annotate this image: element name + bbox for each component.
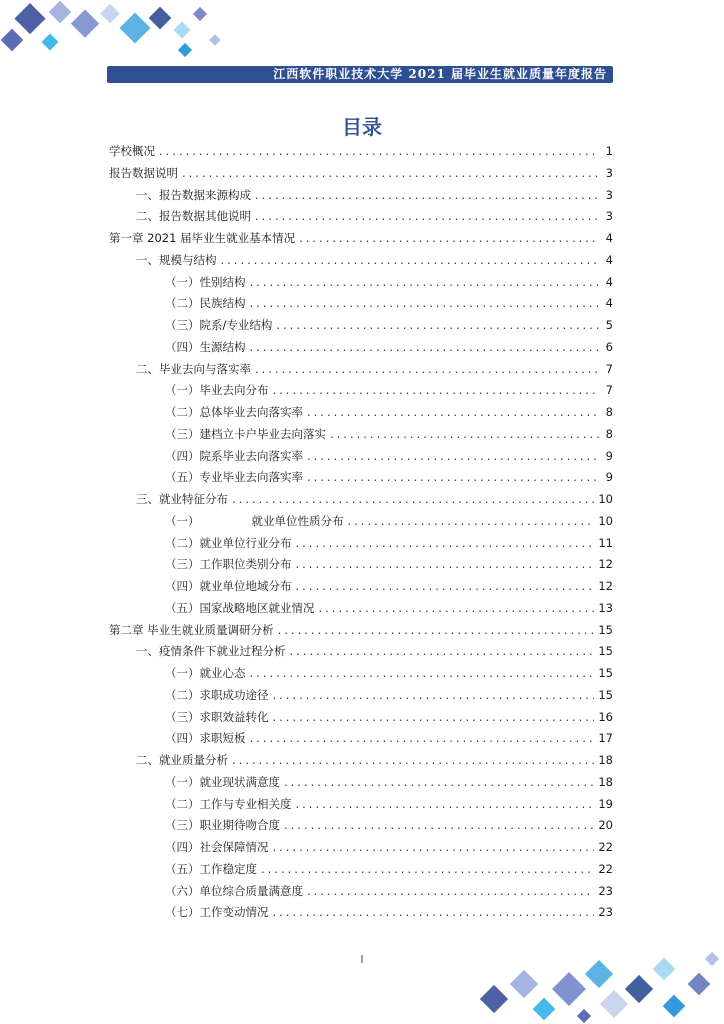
toc-entry[interactable] (109, 796, 613, 818)
toc-leader-dots (255, 362, 599, 376)
toc-entry-label: （四）就业单位地域分布 (165, 579, 292, 593)
toc-entry-label: （一）就业心态 (165, 666, 246, 680)
toc-entry-page: 6 (605, 339, 613, 354)
toc-entry-label: 第二章 毕业生就业质量调研分析 (109, 622, 274, 637)
toc-entry-label: （四）生源结构 (165, 339, 246, 354)
toc-entry-page: 1 (605, 144, 613, 158)
toc-entry-page: 20 (598, 818, 613, 833)
toc-entry[interactable] (109, 274, 613, 296)
toc-entry[interactable] (109, 665, 613, 687)
toc-entry-label: （二）求职成功途径 (165, 687, 269, 702)
toc-entry[interactable] (109, 382, 613, 404)
toc-entry[interactable] (109, 469, 613, 491)
toc-entry-page: 8 (605, 405, 613, 419)
toc-entry-label: （四）求职短板 (165, 731, 246, 746)
header-bar (107, 66, 613, 83)
toc-entry[interactable] (109, 404, 613, 426)
toc-leader-dots (307, 470, 599, 484)
toc-entry-page: 19 (598, 796, 613, 811)
toc-leader-dots (299, 231, 599, 245)
toc-entry-page: 22 (598, 840, 613, 854)
toc-entry[interactable] (109, 883, 613, 905)
toc-leader-dots (278, 623, 595, 637)
toc-entry-page: 16 (598, 709, 613, 724)
toc-entry[interactable] (109, 578, 613, 600)
toc-leader-dots (273, 688, 595, 702)
toc-entry-page: 4 (605, 231, 613, 245)
toc-entry-label: 学校概况 (109, 144, 155, 158)
toc-entry[interactable] (109, 491, 613, 513)
toc-entry-page: 17 (598, 731, 613, 746)
toc-entry-page: 12 (598, 579, 613, 593)
toc-leader-dots (250, 275, 600, 289)
toc-entry[interactable] (109, 230, 613, 252)
toc-heading: 目录 (342, 115, 382, 139)
toc-entry-label: （三）院系/专业结构 (165, 318, 273, 332)
table-of-contents (109, 143, 613, 926)
toc-entry-page: 15 (598, 622, 613, 637)
toc-leader-dots (232, 753, 594, 767)
toc-entry[interactable] (109, 752, 613, 774)
toc-entry[interactable] (109, 513, 613, 535)
toc-leader-dots (250, 296, 600, 310)
toc-entry[interactable] (109, 643, 613, 665)
toc-entry-label: （二）总体毕业去向落实率 (165, 405, 303, 419)
toc-leader-dots (348, 514, 595, 528)
toc-entry-page: 23 (598, 905, 613, 920)
toc-entry[interactable] (109, 339, 613, 361)
toc-entry[interactable] (109, 622, 613, 644)
toc-leader-dots (284, 775, 594, 789)
toc-leader-dots (296, 557, 595, 571)
toc-entry-page: 10 (598, 513, 613, 528)
page-number: I (360, 953, 364, 966)
toc-entry-label: （五）专业毕业去向落实率 (165, 470, 303, 485)
toc-entry[interactable] (109, 774, 613, 796)
toc-entry-label: （四）社会保障情况 (165, 840, 269, 854)
toc-entry-label: 三、就业特征分布 (136, 492, 228, 506)
toc-entry-label: 一、报告数据来源构成 (136, 187, 251, 202)
toc-entry-page: 9 (605, 470, 613, 485)
report-title: 江西软件职业技术大学 2021 届毕业生就业质量年度报告 (273, 67, 607, 81)
toc-entry-page: 3 (605, 187, 613, 202)
toc-entry-page: 15 (598, 666, 613, 680)
toc-entry-label: 一、规模与结构 (136, 252, 217, 267)
toc-leader-dots (159, 144, 599, 158)
toc-entry-label: （四）院系毕业去向落实率 (165, 448, 303, 463)
toc-leader-dots (273, 383, 600, 397)
toc-leader-dots (276, 318, 599, 332)
toc-leader-dots (255, 188, 599, 202)
toc-entry-label: （一）毕业去向分布 (165, 383, 269, 398)
toc-entry-page: 13 (598, 600, 613, 615)
toc-leader-dots (261, 862, 594, 876)
toc-entry-label: （五）国家战略地区就业情况 (165, 600, 315, 615)
toc-entry-label: （二）民族结构 (165, 296, 246, 311)
toc-leader-dots (319, 601, 595, 615)
toc-entry-page: 4 (605, 296, 613, 311)
toc-entry-label: （五）工作稳定度 (165, 861, 257, 876)
toc-leader-dots (273, 905, 595, 919)
toc-leader-dots (290, 644, 595, 658)
toc-entry-page: 7 (605, 361, 613, 376)
toc-entry[interactable] (109, 187, 613, 209)
toc-leader-dots (307, 405, 599, 419)
toc-entry-label: 二、毕业去向与落实率 (136, 361, 251, 376)
toc-entry-label: 二、就业质量分析 (136, 753, 228, 767)
toc-entry-page: 4 (605, 252, 613, 267)
toc-entry-label: （一） 就业单位性质分布 (165, 513, 344, 528)
toc-leader-dots (284, 818, 594, 832)
toc-entry[interactable] (109, 839, 613, 861)
toc-leader-dots (273, 840, 595, 854)
toc-entry-label: （七）工作变动情况 (165, 905, 269, 920)
toc-entry-page: 11 (598, 535, 613, 550)
toc-entry[interactable] (109, 165, 613, 187)
toc-entry-page: 4 (605, 274, 613, 289)
toc-entry-page: 9 (605, 448, 613, 463)
toc-leader-dots (307, 884, 594, 898)
toc-entry-label: 第一章 2021 届毕业生就业基本情况 (109, 231, 296, 245)
toc-entry[interactable] (109, 426, 613, 448)
toc-entry-page: 5 (605, 318, 613, 332)
toc-entry-page: 3 (605, 209, 613, 224)
toc-entry[interactable] (109, 600, 613, 622)
decorative-squares-top-left (0, 0, 230, 60)
toc-leader-dots (296, 797, 595, 811)
toc-leader-dots (250, 666, 595, 680)
toc-entry-page: 18 (598, 753, 613, 767)
toc-leader-dots (273, 710, 595, 724)
toc-entry[interactable] (109, 687, 613, 709)
toc-entry[interactable] (109, 295, 613, 317)
toc-entry-page: 12 (598, 557, 613, 572)
toc-entry-label: （三）职业期待吻合度 (165, 818, 280, 833)
toc-entry[interactable] (109, 448, 613, 470)
toc-leader-dots (296, 579, 595, 593)
toc-leader-dots (221, 253, 600, 267)
toc-entry-label: （二）工作与专业相关度 (165, 796, 292, 811)
toc-entry-label: （三）求职效益转化 (165, 709, 269, 724)
toc-entry-page: 23 (598, 883, 613, 898)
toc-entry-page: 22 (598, 861, 613, 876)
toc-entry-page: 18 (598, 774, 613, 789)
toc-entry-page: 7 (605, 383, 613, 398)
toc-leader-dots (182, 166, 599, 180)
decorative-squares-bottom-right (474, 944, 724, 1024)
toc-leader-dots (232, 492, 594, 506)
toc-entry-label: （三）工作职位类别分布 (165, 557, 292, 572)
toc-entry-label: （三）建档立卡户毕业去向落实 (165, 426, 326, 441)
toc-entry-label: 报告数据说明 (109, 165, 178, 180)
toc-entry-label: （一）就业现状满意度 (165, 774, 280, 789)
toc-leader-dots (255, 209, 599, 223)
toc-entry[interactable] (109, 361, 613, 383)
toc-entry[interactable] (109, 904, 613, 926)
toc-entry[interactable] (109, 535, 613, 557)
toc-entry[interactable] (109, 861, 613, 883)
toc-leader-dots (250, 340, 600, 354)
toc-entry-page: 8 (605, 426, 613, 441)
toc-entry[interactable] (109, 709, 613, 731)
toc-entry-label: 二、报告数据其他说明 (136, 209, 251, 224)
toc-leader-dots (296, 536, 595, 550)
toc-entry-page: 15 (598, 644, 613, 659)
toc-entry[interactable] (109, 556, 613, 578)
toc-entry[interactable] (109, 730, 613, 752)
toc-entry[interactable] (109, 208, 613, 230)
toc-entry[interactable] (109, 317, 613, 339)
toc-leader-dots (330, 427, 599, 441)
toc-entry-label: 一、疫情条件下就业过程分析 (136, 644, 286, 659)
toc-entry-label: （一）性别结构 (165, 274, 246, 289)
toc-leader-dots (250, 731, 595, 745)
toc-entry[interactable] (109, 817, 613, 839)
toc-entry[interactable] (109, 252, 613, 274)
toc-entry-label: （六）单位综合质量满意度 (165, 883, 303, 898)
toc-leader-dots (307, 449, 599, 463)
toc-entry-page: 3 (605, 165, 613, 180)
toc-entry-page: 10 (598, 492, 613, 506)
toc-entry-label: （二）就业单位行业分布 (165, 535, 292, 550)
toc-entry[interactable] (109, 143, 613, 165)
toc-entry-page: 15 (598, 687, 613, 702)
